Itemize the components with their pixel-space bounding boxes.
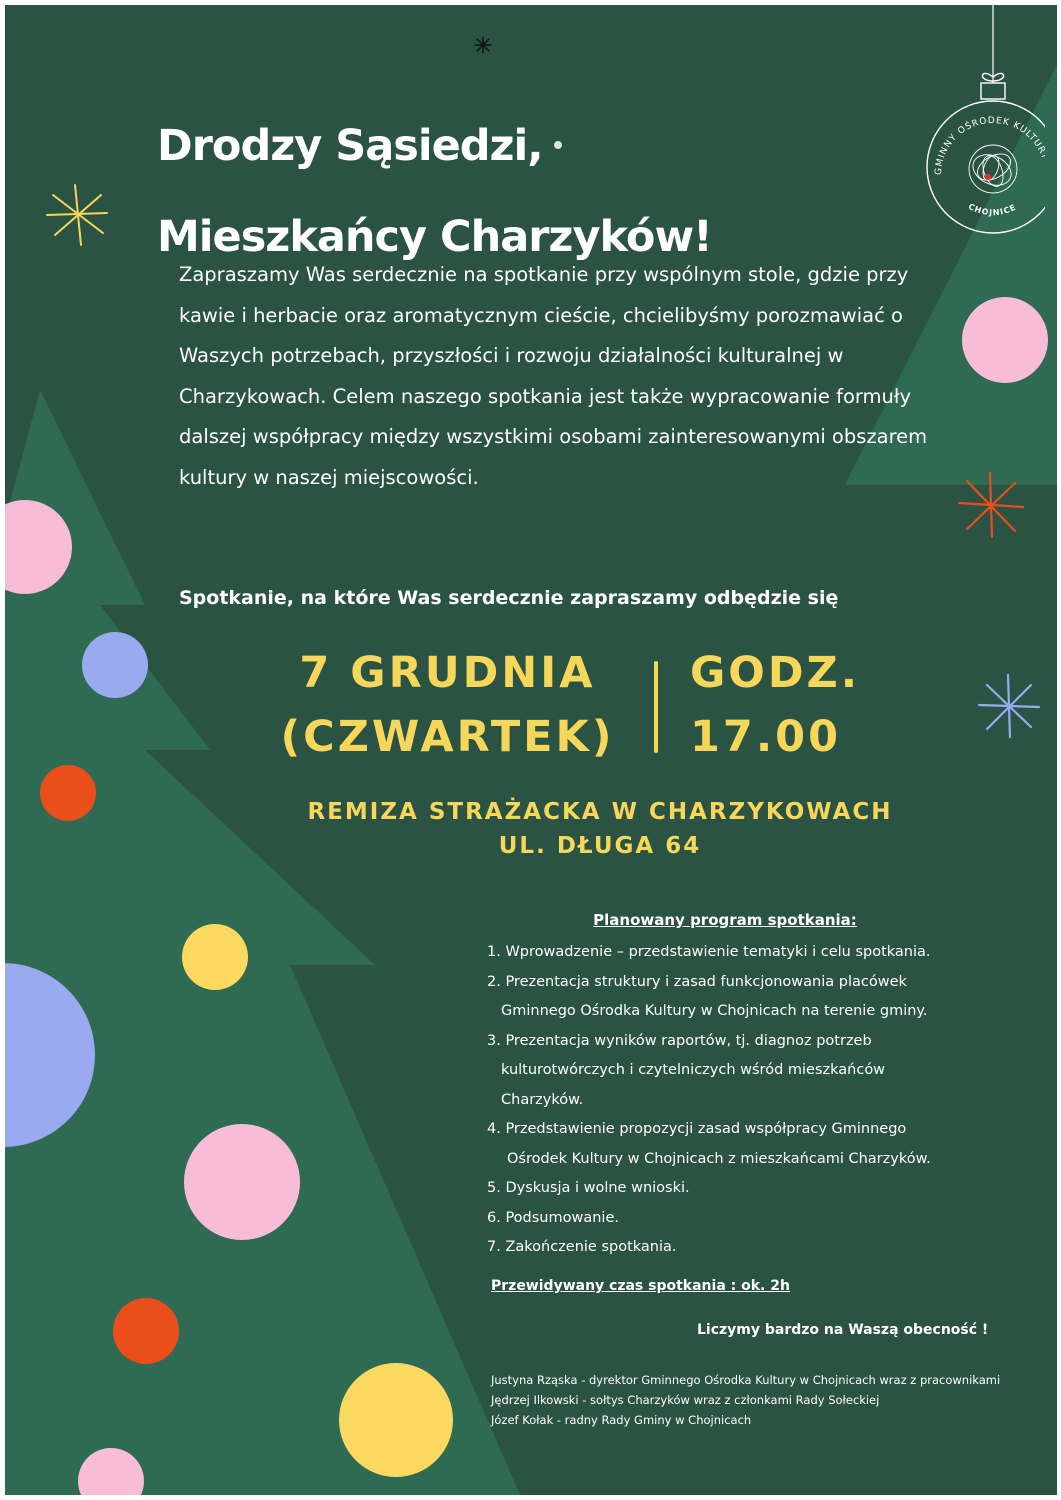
lead-text: Spotkanie, na które Was serdecznie zapraszamy odbędzie się — [179, 587, 839, 609]
program-item — [487, 1115, 1027, 1174]
svg-text:CHOJNICE — [967, 202, 1018, 217]
program-item-line: 6. Podsumowanie. — [487, 1209, 619, 1226]
event-date — [255, 641, 640, 769]
signature-line: Justyna Rząska - dyrektor Gminnego Ośrodka Kultury w Chojnicach wraz z pracownikami — [491, 1373, 1001, 1387]
heading-line-2: Mieszkańcy Charzyków! — [157, 212, 712, 262]
ornament-orange — [40, 765, 96, 821]
program-item — [487, 938, 1027, 968]
ornament-orange — [113, 1298, 179, 1364]
program-item-line: 3. Prezentacja wyników raportów, tj. diagnoz potrzeb — [487, 1032, 872, 1049]
signature-line: Józef Kołak - radny Rady Gminy w Chojnicach — [491, 1413, 752, 1427]
event-venue — [275, 795, 925, 863]
signature-line: Jędrzej Ilkowski - sołtys Charzyków wraz z członkami Rady Sołeckiej — [491, 1393, 880, 1407]
ornament-pink — [962, 297, 1048, 383]
program-list — [487, 938, 1027, 1263]
event-time-line-2: 17.00 — [690, 712, 842, 762]
venue-line-2: UL. DŁUGA 64 — [498, 833, 702, 859]
sparkle-star-icon — [979, 675, 1039, 737]
program-item — [487, 968, 1027, 1027]
ornament-pink — [184, 1124, 300, 1240]
program-item-line: kulturotwórczych i czytelniczych wśród mieszkańców — [501, 1062, 886, 1078]
gok-logo — [915, 5, 1045, 245]
ornament-yellow — [339, 1363, 453, 1477]
event-date-line-2: (CZWARTEK) — [280, 712, 615, 762]
date-time-divider — [654, 661, 658, 753]
program-title: Planowany program spotkania: — [593, 911, 857, 929]
event-date-line-1: 7 GRUDNIA — [299, 648, 596, 698]
logo-arc-top: GMINNY OŚRODEK KULTU — [933, 115, 1044, 176]
ornament-yellow — [182, 924, 248, 990]
program-item-line: 5. Dyskusja i wolne wnioski. — [487, 1180, 690, 1196]
venue-line-1: REMIZA STRAŻACKA W CHARZYKOWACH — [307, 799, 893, 825]
program-item-line: 2. Prezentacja struktury i zasad funkcjonowania placówek — [487, 973, 907, 990]
program-item-line: Charzyków. — [501, 1091, 584, 1108]
event-time — [690, 641, 890, 769]
program-item — [487, 1174, 1027, 1204]
program-item-line: Gminnego Ośrodka Kultury w Chojnicach na terenie gminy. — [501, 1003, 928, 1019]
sparkle-star-icon — [47, 185, 107, 245]
program-item — [487, 1233, 1027, 1263]
poster — [5, 5, 1057, 1495]
sparkle-star-icon — [475, 37, 491, 53]
ornament-blue — [82, 632, 148, 698]
logo-arc-bottom: CHOJNICE — [966, 201, 1018, 218]
program-item-line: 1. Wprowadzenie – przedstawienie tematyki i celu spotkania. — [487, 944, 931, 960]
program-item — [487, 1204, 1027, 1234]
intro-paragraph: Zapraszamy Was serdecznie na spotkanie przy wspólnym stole, gdzie przy kawie i herbacie oraz aromatycznym cieście, chcielibyśmy porozmawiać o Waszych potrzebach, przyszłości i rozwoju działalności kulturalnej w Charzykowach. Celem naszego spotkania jest także wypracowanie formuły dalszej współpracy między wszystkimi osobami zainteresowanymi obszarem kultury w naszej miejscowości. — [179, 263, 928, 489]
event-date-time — [255, 641, 905, 771]
signatures — [491, 1370, 1051, 1430]
christmas-bauble-icon — [915, 5, 1045, 245]
program-item-line: Ośrodek Kultury w Chojnicach z mieszkańcami Charzyków. — [507, 1150, 931, 1167]
christmas-tree-icon — [5, 390, 520, 1495]
program-duration: Przewidywany czas spotkania : ok. 2h — [491, 1278, 790, 1294]
heading-line-1: Drodzy Sąsiedzi, — [157, 121, 543, 171]
program-item-line: 7. Zakończenie spotkania. — [487, 1239, 677, 1255]
closing-text: Liczymy bardzo na Waszą obecność ! — [697, 1322, 989, 1338]
event-time-line-1: GODZ. — [690, 648, 861, 698]
program-item-line: 4. Przedstawienie propozycji zasad współpracy Gminnego — [487, 1121, 907, 1137]
program-item — [487, 1027, 1027, 1116]
